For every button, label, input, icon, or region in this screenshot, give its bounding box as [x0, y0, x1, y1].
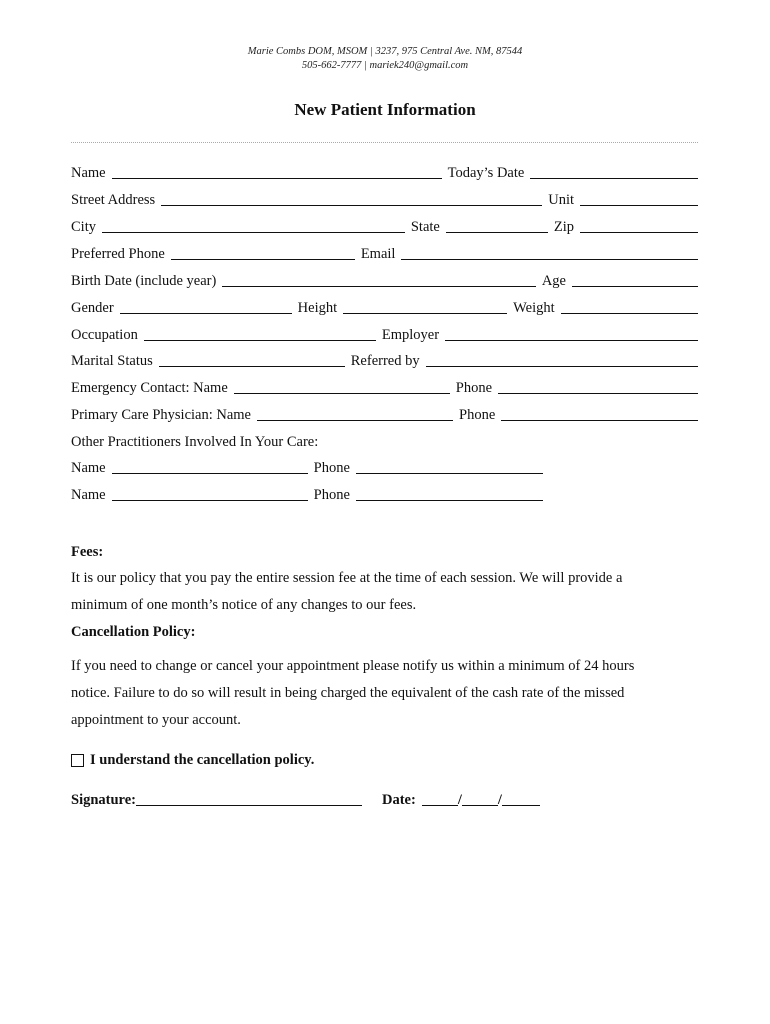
emergency-phone-label: Phone [455, 380, 493, 396]
zip-field[interactable] [580, 232, 698, 233]
row-practitioner-1 [71, 455, 543, 477]
practitioner-2-phone-field[interactable] [356, 500, 543, 501]
row-practitioner-2 [71, 482, 543, 504]
primary-care-field[interactable] [257, 420, 453, 421]
name-field[interactable] [112, 178, 442, 179]
date-year-field[interactable] [502, 805, 540, 806]
age-label: Age [541, 273, 566, 289]
unit-label: Unit [548, 192, 574, 208]
practitioner-1-name-field[interactable] [112, 473, 308, 474]
preferred-phone-field[interactable] [171, 259, 355, 260]
row-emergency-contact [71, 375, 698, 397]
signature-label: Signature: [71, 792, 136, 808]
city-field[interactable] [102, 232, 405, 233]
emergency-contact-field[interactable] [234, 393, 450, 394]
row-phone-email [71, 241, 698, 263]
birth-date-label: Birth Date (include year) [71, 273, 217, 289]
weight-field[interactable] [561, 313, 698, 314]
practitioner-2-name-label: Name [71, 487, 106, 503]
acknowledge-row [71, 752, 314, 769]
height-label: Height [297, 300, 338, 316]
emergency-phone-field[interactable] [498, 393, 698, 394]
unit-field[interactable] [580, 205, 698, 206]
occupation-label: Occupation [71, 327, 138, 343]
divider [71, 142, 698, 143]
row-primary-care [71, 402, 698, 424]
primary-care-phone-label: Phone [459, 407, 496, 423]
todays-date-label: Today’s Date [447, 165, 525, 181]
gender-field[interactable] [120, 313, 292, 314]
marital-status-field[interactable] [159, 366, 345, 367]
street-address-label: Street Address [71, 192, 156, 208]
emergency-contact-label: Emergency Contact: Name [71, 380, 228, 396]
practitioner-1-name-label: Name [71, 460, 106, 476]
date-label: Date: [382, 792, 416, 808]
employer-field[interactable] [445, 340, 698, 341]
other-practitioners-label: Other Practitioners Involved In Your Care: [71, 434, 319, 450]
height-field[interactable] [343, 313, 507, 314]
acknowledge-label: I understand the cancellation policy. [90, 752, 315, 768]
date-slash-2: / [497, 792, 502, 808]
name-label: Name [71, 165, 106, 181]
email-field[interactable] [401, 259, 698, 260]
date-day-field[interactable] [462, 805, 498, 806]
row-other-practitioners [71, 429, 698, 451]
weight-label: Weight [513, 300, 555, 316]
birth-date-field[interactable] [222, 286, 535, 287]
acknowledge-checkbox[interactable] [71, 754, 84, 767]
signature-field[interactable] [136, 805, 362, 806]
header-contact: 505-662-7777 | mariek240@gmail.com [301, 60, 469, 71]
row-gender-height-weight [71, 295, 698, 317]
primary-care-phone-field[interactable] [501, 420, 698, 421]
row-address-unit [71, 187, 698, 209]
fees-heading: Fees: [71, 544, 104, 560]
row-city-state-zip [71, 214, 698, 236]
row-occupation-employer [71, 322, 698, 344]
employer-label: Employer [381, 327, 440, 343]
street-address-field[interactable] [161, 205, 542, 206]
row-marital-referred [71, 348, 698, 370]
gender-label: Gender [71, 300, 114, 316]
primary-care-label: Primary Care Physician: Name [71, 407, 251, 423]
fees-text: It is our policy that you pay the entire session fee at the time of each session. We will provide a minimum of one month’s notice of any changes to our fees. [71, 570, 623, 613]
email-label: Email [360, 246, 396, 262]
marital-status-label: Marital Status [71, 353, 153, 369]
signature-row [71, 792, 540, 809]
practitioner-2-phone-label: Phone [313, 487, 350, 503]
occupation-field[interactable] [144, 340, 376, 341]
row-birth-age [71, 268, 698, 290]
practitioner-1-phone-label: Phone [313, 460, 350, 476]
referred-by-label: Referred by [350, 353, 420, 369]
preferred-phone-label: Preferred Phone [71, 246, 165, 262]
state-label: State [410, 219, 440, 235]
practitioner-1-phone-field[interactable] [356, 473, 543, 474]
practitioner-2-name-field[interactable] [112, 500, 308, 501]
todays-date-field[interactable] [530, 178, 698, 179]
city-label: City [71, 219, 96, 235]
state-field[interactable] [446, 232, 548, 233]
row-name-date [71, 160, 698, 182]
header-address: Marie Combs DOM, MSOM | 3237, 975 Central Ave. NM, 87544 [247, 46, 523, 57]
cancellation-heading: Cancellation Policy: [71, 624, 196, 640]
date-month-field[interactable] [422, 805, 458, 806]
referred-by-field[interactable] [426, 366, 698, 367]
page-title: New Patient Information [294, 100, 476, 119]
zip-label: Zip [553, 219, 574, 235]
age-field[interactable] [572, 286, 698, 287]
cancellation-text: If you need to change or cancel your appointment please notify us within a minimum of 24 hours notice. Failure to do so will result in being charged the equivalent of the cash rate of the missed appointment to your account. [71, 658, 635, 728]
date-slash-1: / [457, 792, 462, 808]
